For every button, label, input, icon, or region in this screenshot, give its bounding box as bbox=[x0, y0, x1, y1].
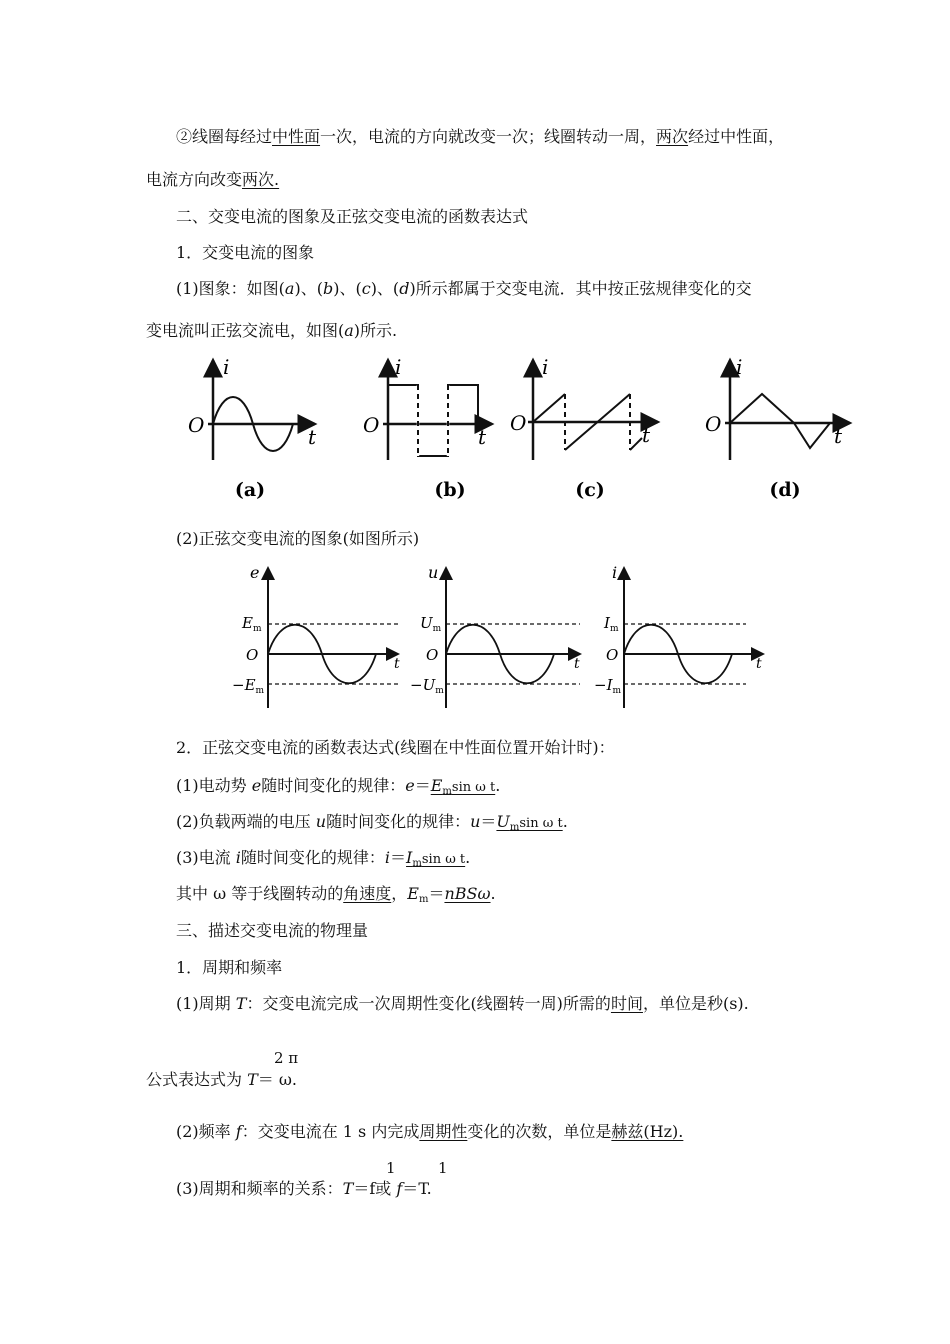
text: )、( bbox=[370, 279, 400, 298]
text: 变电流叫正弦交流电，如图( bbox=[146, 321, 345, 340]
graph-b bbox=[363, 355, 492, 501]
section-heading-2: 二、交变电流的图象及正弦交变电流的函数表达式 bbox=[176, 207, 529, 226]
underlined-expr: $U_m\sin$ ω t bbox=[496, 812, 563, 833]
graph-a bbox=[188, 355, 317, 501]
graph-c bbox=[510, 355, 658, 501]
expr-emf bbox=[176, 776, 500, 802]
para-period bbox=[176, 994, 749, 1014]
text: (1)周期 bbox=[176, 994, 236, 1013]
figure-sine-graphs bbox=[228, 560, 778, 715]
axis-label-t: t bbox=[756, 656, 762, 672]
subheading-graph: 1．交变电流的图象 bbox=[176, 243, 315, 262]
origin-label: O bbox=[606, 646, 619, 664]
text: 一次，电流的方向就改变一次；线圈转动一周， bbox=[320, 127, 657, 146]
graph-i bbox=[594, 563, 763, 708]
caption-a: (a) bbox=[234, 479, 266, 501]
origin-label: O bbox=[705, 412, 722, 436]
var: e bbox=[251, 776, 262, 795]
origin-label: O bbox=[510, 411, 527, 435]
underlined-term: 中性面 bbox=[272, 127, 321, 146]
axis-label-t: t bbox=[642, 423, 651, 447]
fraction-numerator-1b: 1 bbox=[438, 1159, 448, 1177]
text: 随时间变化的规律： bbox=[240, 848, 385, 867]
text: . bbox=[562, 812, 568, 831]
fraction-numerator-2pi: 2 π bbox=[274, 1049, 299, 1067]
text: 随时间变化的规律： bbox=[326, 812, 471, 831]
subheading-function-expr: 2．正弦交变电流的函数表达式(线圈在中性面位置开始计时)： bbox=[176, 738, 615, 757]
sub: m bbox=[418, 894, 429, 905]
label-Im: $I_m$ bbox=[604, 614, 619, 634]
para-line-2 bbox=[146, 170, 279, 190]
formula-period bbox=[146, 1070, 297, 1090]
text: (2)频率 bbox=[176, 1122, 236, 1141]
var: u bbox=[470, 812, 481, 831]
graph-d bbox=[705, 355, 850, 501]
graph-e bbox=[232, 563, 400, 708]
axis-label-t: t bbox=[574, 656, 580, 672]
axis-label-u: u bbox=[428, 563, 439, 582]
text: (1)电动势 bbox=[176, 776, 252, 795]
text: ：交变电流在 1 s 内完成 bbox=[241, 1122, 420, 1141]
text: ：交变电流完成一次周期性变化(线圈转一周)所需的 bbox=[246, 994, 611, 1013]
var: i bbox=[384, 848, 391, 867]
axis-label-t: t bbox=[308, 425, 317, 449]
text: (1)图象：如图( bbox=[176, 279, 285, 298]
underlined-expr: $I_m\sin$ ω t bbox=[406, 848, 466, 869]
text: c bbox=[361, 279, 371, 298]
text: ＝ bbox=[414, 776, 431, 795]
origin-label: O bbox=[188, 413, 205, 437]
var: i bbox=[235, 848, 241, 867]
graph-u bbox=[410, 563, 580, 708]
text: 变化的次数，单位是 bbox=[467, 1122, 612, 1141]
expr-current bbox=[176, 848, 470, 874]
axis-label-t: t bbox=[478, 425, 487, 449]
text: 其中 ω 等于线圈转动的 bbox=[176, 884, 344, 903]
underlined-expr: nBSω bbox=[444, 884, 491, 903]
para-line-6 bbox=[146, 321, 397, 341]
text: ＝ bbox=[390, 848, 407, 867]
text: ，单位是秒(s). bbox=[642, 994, 749, 1013]
text: d bbox=[399, 279, 410, 298]
label-neg-Um: $-U_m$ bbox=[410, 676, 444, 696]
para-line-1 bbox=[176, 127, 784, 147]
text: )所示都属于交变电流．其中按正弦规律变化的交 bbox=[409, 279, 752, 298]
var: T bbox=[342, 1179, 354, 1198]
underlined-term: 时间 bbox=[610, 994, 643, 1013]
fraction-numerator-1a: 1 bbox=[386, 1159, 396, 1177]
text: 随时间变化的规律： bbox=[261, 776, 406, 795]
figure-ac-waveforms bbox=[180, 350, 860, 510]
var: u bbox=[315, 812, 327, 831]
label-Em: $E_m$ bbox=[242, 614, 262, 634]
underlined-term: 赫兹(Hz). bbox=[611, 1122, 684, 1141]
underlined-term: 两次 bbox=[656, 127, 689, 146]
text: a bbox=[284, 279, 295, 298]
axis-label-i: i bbox=[395, 355, 402, 379]
text: 公式表达式为 bbox=[146, 1070, 248, 1089]
origin-label: O bbox=[363, 413, 380, 437]
var: E bbox=[407, 884, 419, 903]
text: ， bbox=[391, 884, 408, 903]
var: T bbox=[247, 1070, 258, 1089]
text: (3)周期和频率的关系： bbox=[176, 1179, 343, 1198]
origin-label: O bbox=[246, 646, 259, 664]
var: f bbox=[235, 1122, 242, 1141]
axis-label-e: e bbox=[250, 563, 260, 582]
caption-c: (c) bbox=[575, 479, 605, 501]
underlined-expr: $E_m\sin$ ω t bbox=[430, 776, 496, 797]
axis-label-t: t bbox=[394, 656, 400, 672]
text: . bbox=[490, 884, 496, 903]
text: )所示. bbox=[353, 321, 398, 340]
para-frequency bbox=[176, 1122, 683, 1142]
text: a bbox=[344, 321, 354, 340]
underlined-term: 周期性 bbox=[419, 1122, 468, 1141]
axis-label-t: t bbox=[834, 424, 843, 448]
text: 经过中性面， bbox=[688, 127, 785, 146]
expr-voltage bbox=[176, 812, 568, 838]
para-line-5 bbox=[176, 279, 752, 299]
fraction-denominator-f: f bbox=[369, 1179, 376, 1198]
text: ＝ bbox=[428, 884, 445, 903]
text: ＝ bbox=[257, 1070, 279, 1089]
text: . bbox=[495, 776, 501, 795]
caption-d: (d) bbox=[769, 479, 801, 501]
text: . bbox=[465, 848, 471, 867]
underlined-term: 角速度 bbox=[343, 884, 392, 903]
text: . bbox=[291, 1070, 297, 1089]
text: ＝ bbox=[353, 1179, 370, 1198]
origin-label: O bbox=[426, 646, 439, 664]
caption-b: (b) bbox=[434, 479, 466, 501]
var: e bbox=[405, 776, 415, 795]
label-Um: $U_m$ bbox=[420, 614, 442, 634]
var: T bbox=[235, 994, 247, 1013]
var: f bbox=[396, 1179, 403, 1198]
fraction-denominator-omega: ω bbox=[278, 1070, 292, 1089]
underlined-term: 两次. bbox=[242, 170, 280, 189]
text: (2)负载两端的电压 bbox=[176, 812, 316, 831]
text: (3)电流 bbox=[176, 848, 236, 867]
text: 电流方向改变 bbox=[146, 170, 243, 189]
text: ＝ bbox=[480, 812, 497, 831]
text: )、( bbox=[294, 279, 323, 298]
text: )、( bbox=[333, 279, 362, 298]
formula-relation bbox=[176, 1179, 432, 1199]
text: ②线圈每经过 bbox=[176, 127, 273, 146]
axis-label-i: i bbox=[736, 355, 743, 379]
text: ＝ bbox=[402, 1179, 419, 1198]
section-heading-3: 三、描述交变电流的物理量 bbox=[176, 921, 369, 940]
axis-label-i: i bbox=[612, 563, 618, 582]
text: 或 bbox=[375, 1179, 397, 1198]
fraction-denominator-T: T. bbox=[418, 1179, 432, 1198]
axis-label-i: i bbox=[223, 355, 230, 379]
text: b bbox=[322, 279, 334, 298]
subheading-period-frequency: 1．周期和频率 bbox=[176, 958, 283, 977]
axis-label-i: i bbox=[542, 355, 549, 379]
para-omega bbox=[176, 884, 496, 910]
label-neg-Im: $-I_m$ bbox=[594, 676, 622, 696]
label-neg-Em: $-E_m$ bbox=[232, 676, 265, 696]
subheading-sine-graph: (2)正弦交变电流的图象(如图所示) bbox=[176, 529, 420, 548]
